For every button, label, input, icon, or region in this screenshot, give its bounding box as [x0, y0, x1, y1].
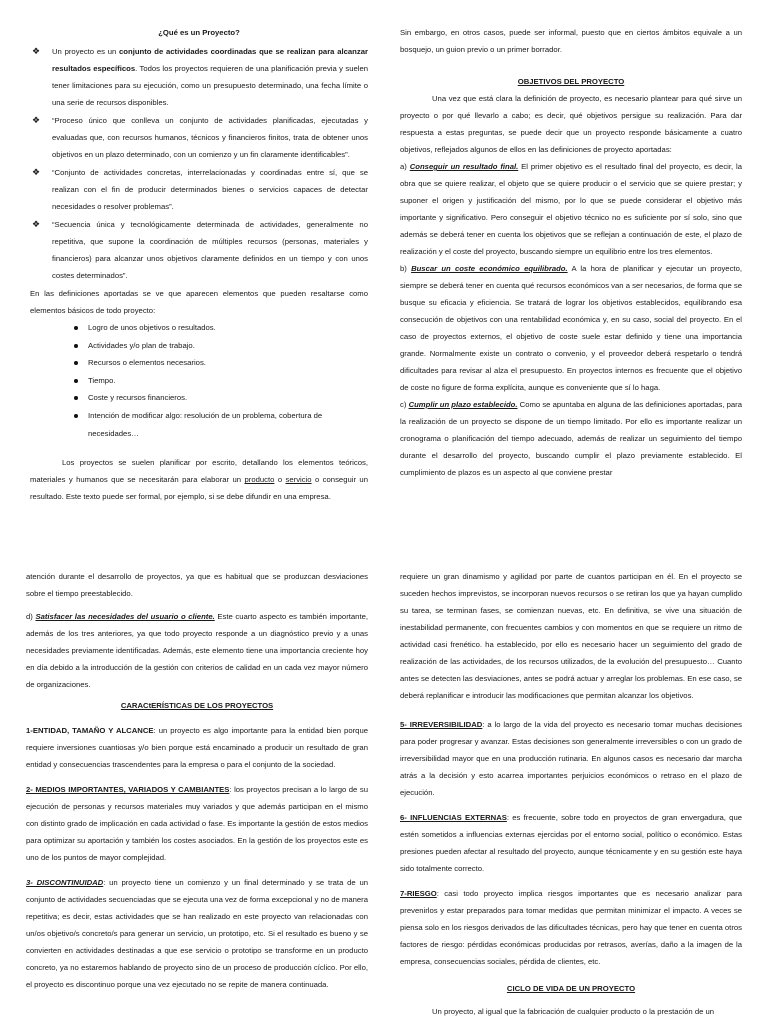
- bullet-icon: [74, 396, 78, 400]
- bullet-icon: [74, 414, 78, 418]
- characteristic-5: 5- IRREVERSIBILIDAD: a lo largo de la vida del proyecto es necesario tomar muchas decisiones para poder progresar y avanzar. Estas decisiones son generalmente irreversibles o con un grado de irreversibilidad mayor que en una producción rutinaria. En algunos casos es necesario dar marcha atrás a la decisión y esto acarrea importantes perjuicios económicos o retraso en el plazo de ejecución.: [400, 720, 742, 797]
- section-heading-objetivos: OBJETIVOS DEL PROYECTO: [517, 77, 625, 86]
- characteristic-7-title: 7-RIESGO: [400, 889, 437, 898]
- characteristic-1: 1-ENTIDAD, TAMAÑO Y ALCANCE: un proyecto es algo importante para la entidad bien porque requiere inversiones cuantiosas y/o bien porque está encaminado a producir un resultado de gran entidad y consecuencias trascendentes para la empresa o para el conjunto de la sociedad.: [26, 726, 368, 769]
- characteristic-2: 2- MEDIOS IMPORTANTES, VARIADOS Y CAMBIANTES: los proyectos precisan a lo largo de su ejecución de personas y recursos materiales muy variados y que además participan en el mismo con distinto grado de implicación en cada actividad o fase. Es importante la gestión de estos medios para optimizar su aportación y también los costes asociados. En la gestión de los proyectos este es uno de los puntos de mayor complejidad.: [26, 785, 368, 862]
- section-heading-caracteristicas: CARACtERÍSTICAS DE LOS PROYECTOS: [120, 701, 274, 710]
- objective-b-title: Buscar un coste económico equilibrado.: [411, 264, 568, 273]
- objective-a: a) Conseguir un resultado final. El primer objetivo es el resultado final del proyecto, es decir, la obra que se quiere realizar, el objeto que se quiere producir o el servicio que se quiere prestar; y suponer el origen y justificación del mismo, por lo que se puede considerar el objetivo más importante y significativo. Pero conseguir el objetivo técnico no es suficiente por sí solo, sino que además se deberá tener en cuenta los objetivos que se reflejan a continuación de este, el plazo de realización y el coste del proyecto, buscando siempre un equilibrio entre los tres elementos.: [400, 162, 743, 256]
- diamond-bullet-icon: ❖: [32, 167, 41, 177]
- objective-d-title: Satisfacer las necesidades del usuario o cliente.: [35, 612, 215, 621]
- bottom-right-column: [400, 568, 742, 1020]
- element-item: Recursos o elementos necesarios.: [30, 354, 368, 372]
- objective-a-title: Conseguir un resultado final.: [409, 162, 519, 171]
- definition-emphasis: conjunto de actividades coordinadas que se realizan para alcanzar resultados específicos: [52, 47, 368, 73]
- top-left-column: [30, 24, 368, 505]
- diamond-bullet-icon: ❖: [32, 46, 41, 56]
- definition-item: ❖ “Proceso único que conlleva un conjunto de actividades planificadas, ejecutadas y evaluadas que, con recursos humanos, técnicos y financieros finitos, trata de obtener unos objetivos en un plazo determinado, con un comienzo y un fin claramente identificables”.: [30, 112, 368, 163]
- continued-paragraph: atención durante el desarrollo de proyectos, ya que es habitual que se produzcan desviaciones sobre el tiempo preestablecido.: [26, 572, 368, 598]
- continued-paragraph: requiere un gran dinamismo y agilidad por parte de cuantos participan en él. En el proyecto se suceden hechos imprevistos, se incorporan nuevos recursos o se retiran los que ya hayan cumplido su tarea, se terminan fases, se comienzan nuevas, etc. En definitiva, se vive una situación de inestabilidad permanente, con frecuentes cambios y con momentos en que se requiere un ritmo de actividad casi frenético. ha establecido, por ello es necesario hacer un seguimiento del grado de realización de las actividades, de los recursos utilizados, de la evolución del presupuesto… Cuanto antes se detecten las desviaciones, antes se podrá actuar y arreglar los problemas. En ese caso, se deberá replanificar e introducir las modificaciones que permitan alcanzar los objetivos.: [400, 572, 742, 700]
- element-item: Tiempo.: [30, 372, 368, 390]
- element-item: Logro de unos objetivos o resultados.: [30, 319, 368, 337]
- page-title: ¿Qué es un Proyecto?: [158, 28, 240, 37]
- objective-c-title: Cumplir un plazo establecido.: [408, 400, 518, 409]
- bullet-icon: [74, 379, 78, 383]
- objective-d: d) Satisfacer las necesidades del usuario o cliente. Este cuarto aspecto es también importante, además de los tres anteriores, ya que todo proyecto responde a un diagnóstico previo y a unas necesidades previamente identificadas. Además, este elemento tiene una importancia creciente hoy en día debido a la introducción de la gestión con criterios de calidad en un cada vez mayor número de organizaciones.: [26, 612, 368, 689]
- bullet-icon: [74, 326, 78, 330]
- element-item: Intención de modificar algo: resolución de un problema, cobertura de necesidades…: [30, 407, 368, 442]
- bullet-icon: [74, 344, 78, 348]
- element-item: Coste y recursos financieros.: [30, 389, 368, 407]
- characteristic-2-title: 2- MEDIOS IMPORTANTES, VARIADOS Y CAMBIANTES: [26, 785, 230, 794]
- characteristic-7: 7-RIESGO: casi todo proyecto implica riesgos importantes que es necesario analizar para prevenirlos y estar preparados para tomar medidas que permitan minimizar el impacto. A veces se piensa solo en los riesgos derivados de las dificultades técnicas, pero hay que tener en cuenta otros factores de riesgo: pérdidas económicas producidas por retrasos, averías, daño a la imagen de la empresa, consecuencias sociales, pérdida de clientes, etc.: [400, 889, 742, 966]
- diamond-bullet-icon: ❖: [32, 219, 41, 229]
- elements-list: [30, 319, 368, 442]
- definition-item: ❖ Un proyecto es un conjunto de actividades coordinadas que se realizan para alcanzar resultados específicos. Todos los proyectos requieren de una planificación previa y suelen tener limitaciones para su ejecución, como un presupuesto determinado, una fecha límite o una serie de recursos disponibles.: [30, 43, 368, 111]
- characteristic-5-title: 5- IRREVERSIBILIDAD: [400, 720, 483, 729]
- characteristic-6: 6- INFLUENCIAS EXTERNAS: es frecuente, sobre todo en proyectos de gran envergadura, que estén sometidos a influencias externas ejercidas por el entorno social, político o económico. Estas presiones pueden afectar al resultado del proyecto, aunque técnicamente y en su gestión este haya sido totalmente correcto.: [400, 813, 742, 873]
- element-item: Actividades y/o plan de trabajo.: [30, 337, 368, 355]
- characteristic-3: 3- DISCONTINUIDAD: un proyecto tiene un comienzo y un final determinado y se trata de un conjunto de actividades secuenciadas que se ejecuta una vez de forma excepcional y no de manera repetitiva; es decir, estas actividades que se han realizado en este proyecto van relacionadas con un/os objetivo/s concreto/s para generar un servicio, un prototipo, etc. Si el resultado es bueno y se convierten en actividades destinadas a que ese servicio o prototipo se transforme en un producto concreto, ya no estaremos hablando de proyecto sino de un proceso de producción cíclico. Por ello, el proyecto es discontinuo porque una vez ejecutado no se repite de manera continuada.: [26, 878, 368, 989]
- definition-item: ❖ “Secuencia única y tecnológicamente determinada de actividades, generalmente no repetitiva, que supone la coordinación de múltiples recursos (personas, materiales y financieros) para alcanzar unos objetivos claramente definidos en un tiempo y con unos costes determinados”.: [30, 216, 368, 284]
- ciclo-paragraph: Un proyecto, al igual que la fabricación de cualquier producto o la prestación de un: [432, 1007, 715, 1016]
- characteristic-3-title: 3- DISCONTINUIDAD: [26, 878, 104, 887]
- top-right-column: [400, 24, 742, 481]
- elements-intro: En las definiciones aportadas se ve que aparecen elementos que pueden resaltarse como elementos básicos de todo proyecto:: [30, 289, 368, 315]
- bullet-icon: [74, 361, 78, 365]
- continued-paragraph: Sin embargo, en otros casos, puede ser informal, puesto que en ciertos ámbitos equivale a un bosquejo, un guion previo o un primer borrador.: [400, 28, 742, 54]
- objetivos-intro: Una vez que está clara la definición de proyecto, es necesario plantear para qué sirve un proyecto o por qué llevarlo a cabo; es decir, qué objetivos persigue su realización. Para dar respuesta a estas preguntas, se puede decir que un proyecto responde básicamente a cuatro objetivos, reflejados algunos de ellos en las definiciones de proyecto aportadas:: [400, 94, 742, 154]
- closing-paragraph: Los proyectos se suelen planificar por escrito, detallando los elementos teóricos, materiales y humanos que se necesitarán para elaborar un producto o servicio o conseguir un resultado. Este texto puede ser formal, por ejemplo, si se debe difundir en una empresa.: [30, 458, 368, 502]
- producto-link[interactable]: producto: [244, 475, 275, 485]
- diamond-bullet-icon: ❖: [32, 115, 41, 125]
- objective-b: b) Buscar un coste económico equilibrado. A la hora de planificar y ejecutar un proyecto, siempre se deberá tener en cuenta qué recursos económicos van a ser necesarios, de forma que se busque su eficacia y eficiencia. Se tratará de lograr los objetivos establecidos, equilibrando esa consecución de objetivos con una rentabilidad económica y, en su caso, social del proyecto. En el caso de proyectos externos, el objetivo de coste suele estar definido y tiene una importancia grande. Normalmente existe un contrato o convenio, y el proveedor deberá respetarlo o tendrá dificultades para revisar al alza el presupuesto. En proyectos internos es frecuente que el objetivo de coste no figure de forma explícita, aunque es conveniente que sí lo haga.: [400, 264, 742, 392]
- characteristic-1-title: 1-ENTIDAD, TAMAÑO Y ALCANCE: [26, 726, 154, 735]
- bottom-left-column: [26, 568, 368, 993]
- servicio-link[interactable]: servicio: [285, 475, 312, 485]
- definition-item: ❖ “Conjunto de actividades concretas, interrelacionadas y coordinadas entre sí, que se realizan con el fin de producir determinados bienes o servicios capaces de detectar necesidades o resolver problemas”.: [30, 164, 368, 215]
- definitions-list: [30, 43, 368, 284]
- objective-c: c) Cumplir un plazo establecido. Como se apuntaba en alguna de las definiciones aportadas, para la realización de un proyecto se dispone de un tiempo limitado. Por ello es importante realizar un cronograma o planificación del tiempo adecuado, además de realizar un seguimiento del tiempo durante el desarrollo del proyecto, buscando cumplir el plazo previamente establecido. El cumplimiento de plazos es un aspecto al que conviene prestar: [400, 400, 742, 477]
- section-heading-ciclo-de-vida: CICLO DE VIDA DE UN PROYECTO: [506, 984, 636, 993]
- characteristic-6-title: 6- INFLUENCIAS EXTERNAS: [400, 813, 507, 822]
